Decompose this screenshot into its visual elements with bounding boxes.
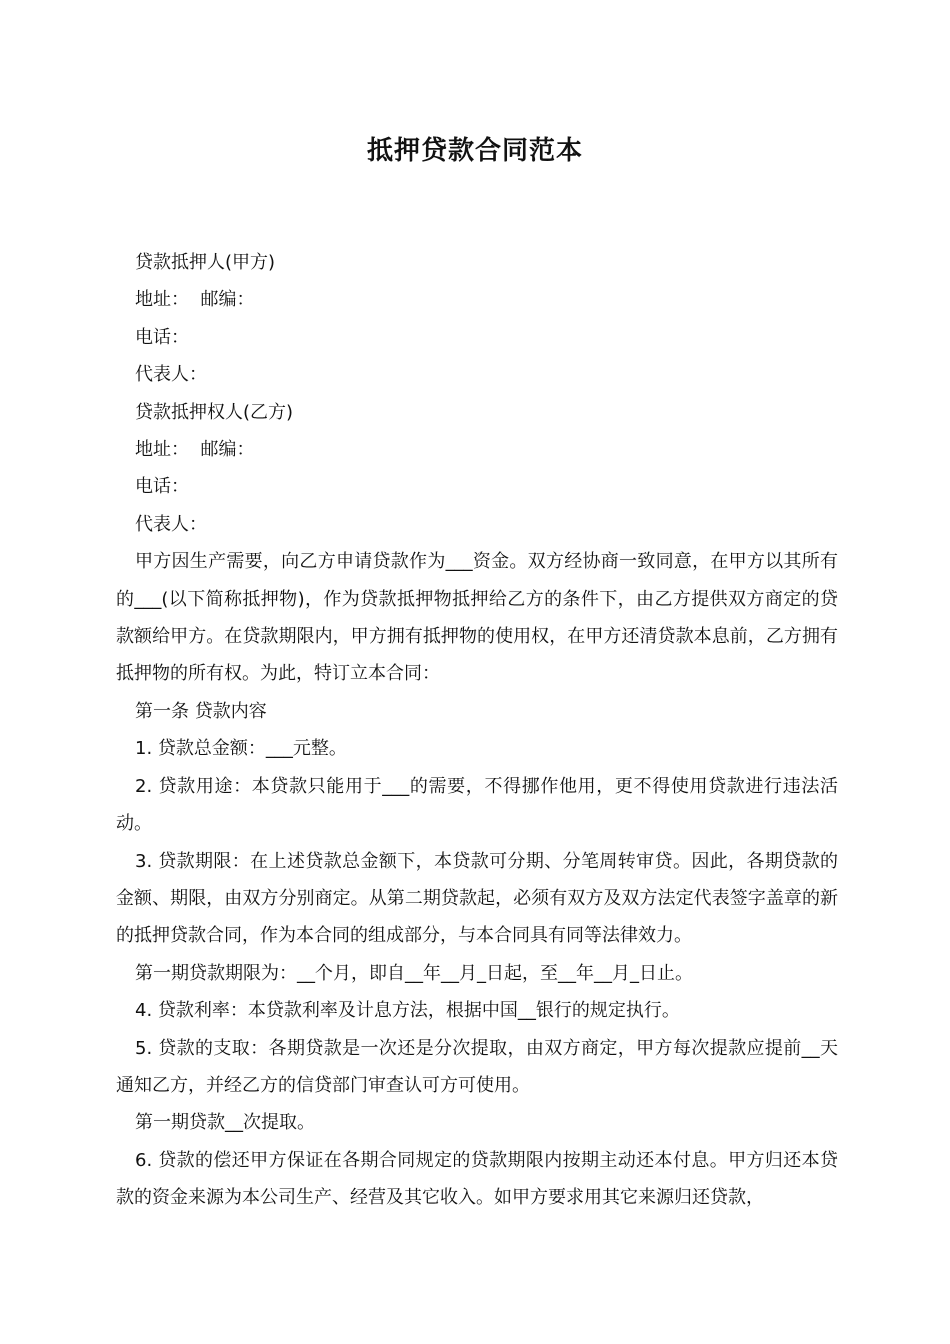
party-b-address: 地址： 邮编： — [135, 439, 255, 461]
clause-loan-purpose: 2. 贷款用途：本贷款只能用于___的需要，不得挪作他用，更不得使用贷款进行违法活动。 — [116, 775, 838, 835]
party-a-address: 地址： 邮编： — [135, 289, 255, 311]
article-heading: 第一条 贷款内容 — [135, 700, 267, 722]
party-b-representative: 代表人： — [135, 513, 207, 535]
preamble-paragraph: 甲方因生产需要，向乙方申请贷款作为___资金。双方经协商一致同意，在甲方以其所有的___(以下简称抵押物)，作为贷款抵押物抵押给乙方的条件下，由乙方提供双方商定的贷款额给甲方。在贷款期限内，甲方拥有抵押物的使用权，在甲方还清贷款本息前，乙方拥有抵押物的所有权。为此，特订立本合同： — [116, 551, 838, 685]
first-period-term: 第一期贷款期限为：__个月，即自__年__月_日起，至__年__月_日止。 — [135, 962, 693, 984]
clause-loan-term: 3. 贷款期限：在上述贷款总金额下，本贷款可分期、分笔周转审贷。因此，各期贷款的金额、期限，由双方分别商定。从第二期贷款起，必须有双方及双方法定代表签字盖章的新的抵押贷款合同，作为本合同的组成部分，与本合同具有同等法律效力。 — [116, 850, 838, 947]
party-b-heading: 贷款抵押权人(乙方) — [135, 401, 294, 423]
party-a-heading: 贷款抵押人(甲方) — [135, 252, 276, 273]
clause-interest-rate: 4. 贷款利率：本贷款利率及计息方法，根据中国__银行的规定执行。 — [135, 1000, 680, 1022]
party-b-phone: 电话： — [135, 476, 189, 498]
clause-repayment: 6. 贷款的偿还甲方保证在各期合同规定的贷款期限内按期主动还本付息。甲方归还本贷款的资金来源为本公司生产、经营及其它收入。如甲方要求用其它来源归还贷款， — [116, 1149, 838, 1209]
clause-withdrawal: 5. 贷款的支取：各期贷款是一次还是分次提取，由双方商定，甲方每次提款应提前__天通知乙方，并经乙方的信贷部门审查认可方可使用。 — [116, 1037, 838, 1096]
first-period-withdrawal: 第一期贷款__次提取。 — [135, 1112, 315, 1134]
document-body — [116, 244, 838, 1217]
party-a-representative: 代表人： — [135, 364, 207, 386]
clause-loan-amount: 1. 贷款总金额：___元整。 — [135, 738, 347, 760]
party-a-phone: 电话： — [135, 326, 189, 348]
document-title: 抵押贷款合同范本 — [366, 136, 583, 166]
